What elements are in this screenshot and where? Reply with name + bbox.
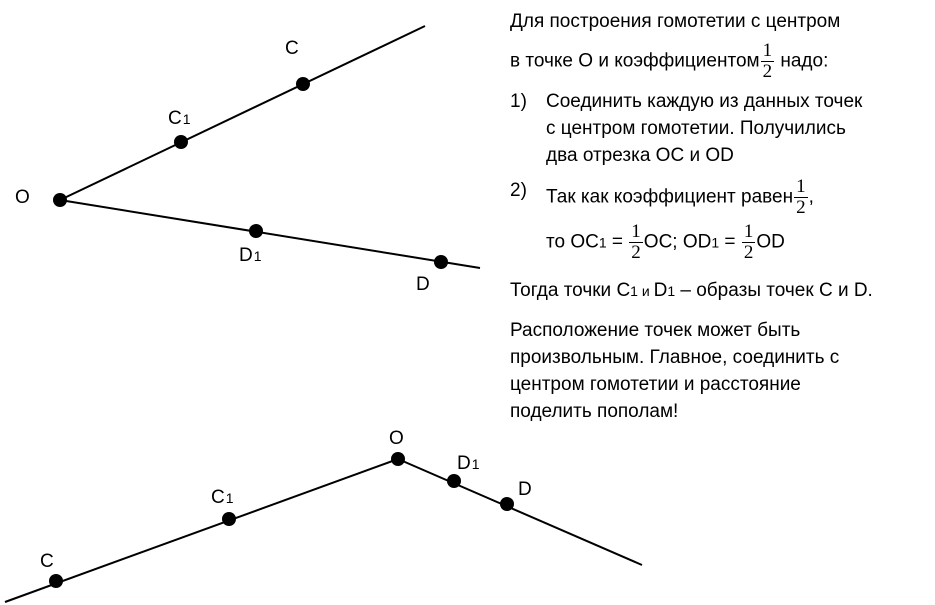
fraction-half: $\frac{1}{2}$ xyxy=(762,40,773,82)
step-2-line2: то ОС1 = $\frac{1}{2}$ ОС; OD1 = $\frac{1}{2}$ OD xyxy=(546,221,785,263)
step-1-line2: с центром гомотетии. Получились xyxy=(546,118,846,139)
ray-od xyxy=(60,200,480,268)
point-o-2 xyxy=(391,452,405,466)
step-2-number: 2) xyxy=(510,180,527,201)
conclusion-line: Тогда точки С1 и D1 – образы точек С и D. xyxy=(510,280,873,301)
ray-oc-2 xyxy=(5,459,398,602)
note-line3: центром гомотетии и расстояние xyxy=(510,374,801,395)
fraction-half-2: $\frac{1}{2}$ xyxy=(796,176,806,218)
point-c-2 xyxy=(49,574,63,588)
note-block xyxy=(510,317,930,425)
fraction-half-4: $\frac{1}{2}$ xyxy=(743,221,754,263)
note-line4: поделить пополам! xyxy=(510,401,679,422)
point-d1 xyxy=(249,224,263,238)
label-c1: C1 xyxy=(168,108,191,129)
label-c: C xyxy=(285,38,299,59)
label-c1-2: C1 xyxy=(211,487,234,508)
point-c1-2 xyxy=(222,512,236,526)
point-d1-2 xyxy=(447,474,461,488)
intro-line2 xyxy=(510,41,930,82)
point-d-2 xyxy=(500,497,514,511)
point-c xyxy=(296,77,310,91)
point-o xyxy=(53,193,67,207)
ray-oc xyxy=(60,26,425,200)
intro-text: в точке О и коэффициентом xyxy=(510,50,760,72)
label-d: D xyxy=(416,274,430,295)
explanation-text xyxy=(510,8,930,425)
intro-end: надо: xyxy=(780,50,829,72)
label-c-2: C xyxy=(40,551,54,572)
step-1-number: 1) xyxy=(510,91,527,112)
label-o: O xyxy=(15,187,30,208)
step-1-line1: Соединить каждую из данных точек xyxy=(546,91,863,112)
step-2-line1: Так как коэффициент равен $\frac{1}{2}$ , xyxy=(546,176,814,218)
intro-line1: Для построения гомотетии с центром xyxy=(510,11,841,32)
point-c1 xyxy=(174,135,188,149)
label-d-2: D xyxy=(518,479,532,500)
label-d1: D1 xyxy=(239,245,262,266)
step-1-line3: два отрезка ОС и OD xyxy=(546,145,734,166)
note-line1: Расположение точек может быть xyxy=(510,320,801,341)
label-o-2: O xyxy=(389,428,404,449)
ray-od-2 xyxy=(398,459,642,565)
step-2 xyxy=(510,177,930,263)
label-d1-2: D1 xyxy=(457,453,480,474)
diagram-1 xyxy=(15,26,480,295)
fraction-half-3: $\frac{1}{2}$ xyxy=(631,221,641,263)
point-d xyxy=(434,255,448,269)
note-line2: произвольным. Главное, соединить с xyxy=(510,347,840,368)
step-1 xyxy=(510,88,930,169)
diagram-2 xyxy=(5,428,642,602)
